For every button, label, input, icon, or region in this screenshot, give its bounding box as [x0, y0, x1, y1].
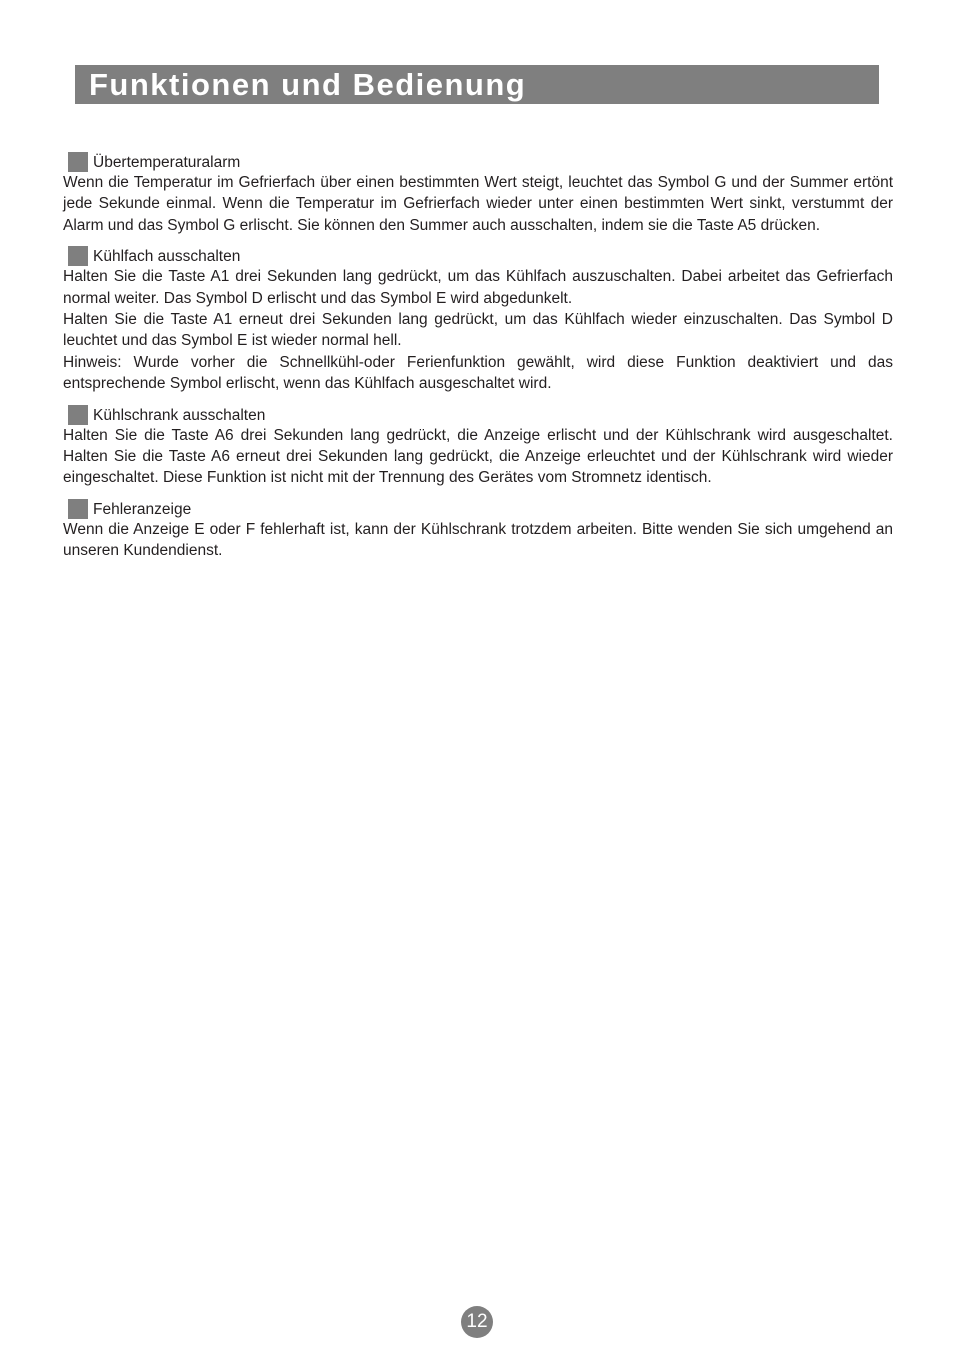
section-paragraph: Halten Sie die Taste A1 drei Sekunden lang gedrückt, um das Kühlfach auszuschalten. Dabei arbeitet das Gefrierfach normal weiter. Das Symbol D erlischt und das Symbol E wird abgedunkelt.: [63, 268, 893, 307]
section-fehleranzeige: [63, 496, 893, 562]
square-bullet-icon: [68, 152, 88, 172]
square-bullet-icon: [68, 499, 88, 519]
section-uebertemperaturalarm: [63, 149, 893, 236]
page-title: Funktionen und Bedienung: [89, 67, 527, 102]
section-heading: [68, 496, 893, 519]
section-heading: [68, 149, 893, 172]
title-bar: [75, 65, 879, 104]
page-number: 12: [461, 1306, 493, 1338]
section-heading-text: Kühlschrank ausschalten: [93, 406, 266, 424]
section-paragraph: Wenn die Anzeige E oder F fehlerhaft ist, kann der Kühlschrank trotzdem arbeiten. Bitte wenden Sie sich umgehend an unseren Kundendienst.: [63, 520, 893, 560]
square-bullet-icon: [68, 405, 88, 425]
section-heading-text: Kühlfach ausschalten: [93, 248, 241, 266]
section-paragraph: Wenn die Temperatur im Gefrierfach über einen bestimmten Wert steigt, leuchtet das Symbol G und der Summer ertönt jede Sekunde einmal. Wenn die Temperatur im Gefrierfach wieder unter einen bestimmten Wert sinkt, verstummt der Alarm und das Symbol G erlischt. Sie können den Summer auch ausschalten, indem sie die Taste A5 drücken.: [63, 174, 893, 234]
section-kuehlfach-ausschalten: [63, 243, 893, 394]
section-heading-text: Fehleranzeige: [93, 500, 192, 518]
section-heading: [68, 243, 893, 266]
section-paragraph: Halten Sie die Taste A1 erneut drei Sekunden lang gedrückt, um das Kühlfach wieder einzuschalten. Das Symbol D leuchtet und das Symbol E ist wieder normal hell.: [63, 311, 893, 350]
section-paragraph: Hinweis: Wurde vorher die Schnellkühl-oder Ferienfunktion gewählt, wird diese Funktion deaktiviert und das entsprechende Symbol erlischt, wenn das Kühlfach ausgeschaltet wird.: [63, 353, 893, 393]
content-area: [63, 149, 893, 569]
section-heading-text: Übertemperaturalarm: [93, 154, 241, 171]
square-bullet-icon: [68, 246, 88, 266]
section-paragraph: Halten Sie die Taste A6 drei Sekunden lang gedrückt, die Anzeige erlischt und der Kühlschrank wird ausgeschaltet. Halten Sie die Taste A6 erneut drei Sekunden lang gedrückt, die Anzeige erleuchtet und der Kühlschrank wird wieder eingeschaltet. Diese Funktion ist nicht mit der Trennung des Gerätes vom Stromnetz identisch.: [63, 426, 893, 487]
section-heading: [68, 402, 893, 425]
section-kuehlschrank-ausschalten: [63, 402, 893, 489]
